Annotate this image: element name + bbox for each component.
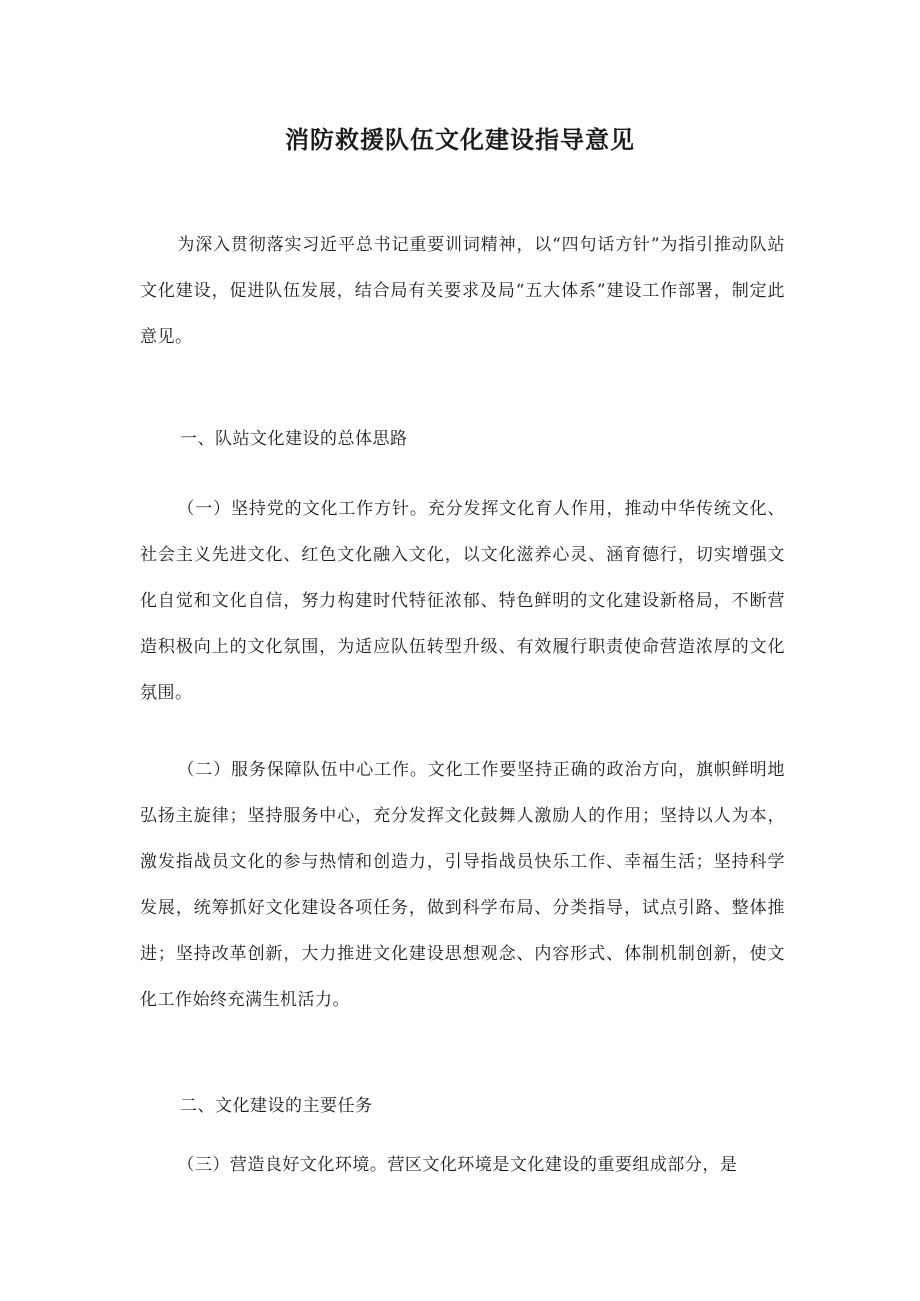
section-heading-1: 一、队站文化建设的总体思路 bbox=[180, 429, 408, 449]
paragraph-3: （三）营造良好文化环境。营区文化环境是文化建设的重要组成部分，是 bbox=[177, 1155, 738, 1175]
section-heading-2: 二、文化建设的主要任务 bbox=[180, 1096, 373, 1116]
paragraph-1: （一）坚持党的文化工作方针。充分发挥文化育人作用，推动中华传统文化、社会主义先进文化、红色文化融入文化，以文化滋养心灵、涵育德行，切实增强文化自觉和文化自信，努力构建时代特征浓郁、特色鲜明的文化建设新格局，不断营造积极向上的文化氛围，为适应队伍转型升级、有效履行职责使命营造浓厚的文化氛围。 bbox=[140, 499, 785, 703]
paragraph-2: （二）服务保障队伍中心工作。文化工作要坚持正确的政治方向，旗帜鲜明地弘扬主旋律；坚持服务中心，充分发挥文化鼓舞人激励人的作用；坚持以人为本，激发指战员文化的参与热情和创造力，引导指战员快乐工作、幸福生活；坚持科学发展，统筹抓好文化建设各项任务，做到科学布局、分类指导，试点引路、整体推进；坚持改革创新，大力推进文化建设思想观念、内容形式、体制机制创新，使文化工作始终充满生机活力。 bbox=[140, 760, 785, 1010]
intro-paragraph: 为深入贯彻落实习近平总书记重要训词精神，以“四句话方针”为指引推动队站文化建设，促进队伍发展，结合局有关要求及局“五大体系”建设工作部署，制定此意见。 bbox=[140, 235, 785, 347]
document-title: 消防救援队伍文化建设指导意见 bbox=[285, 126, 635, 154]
